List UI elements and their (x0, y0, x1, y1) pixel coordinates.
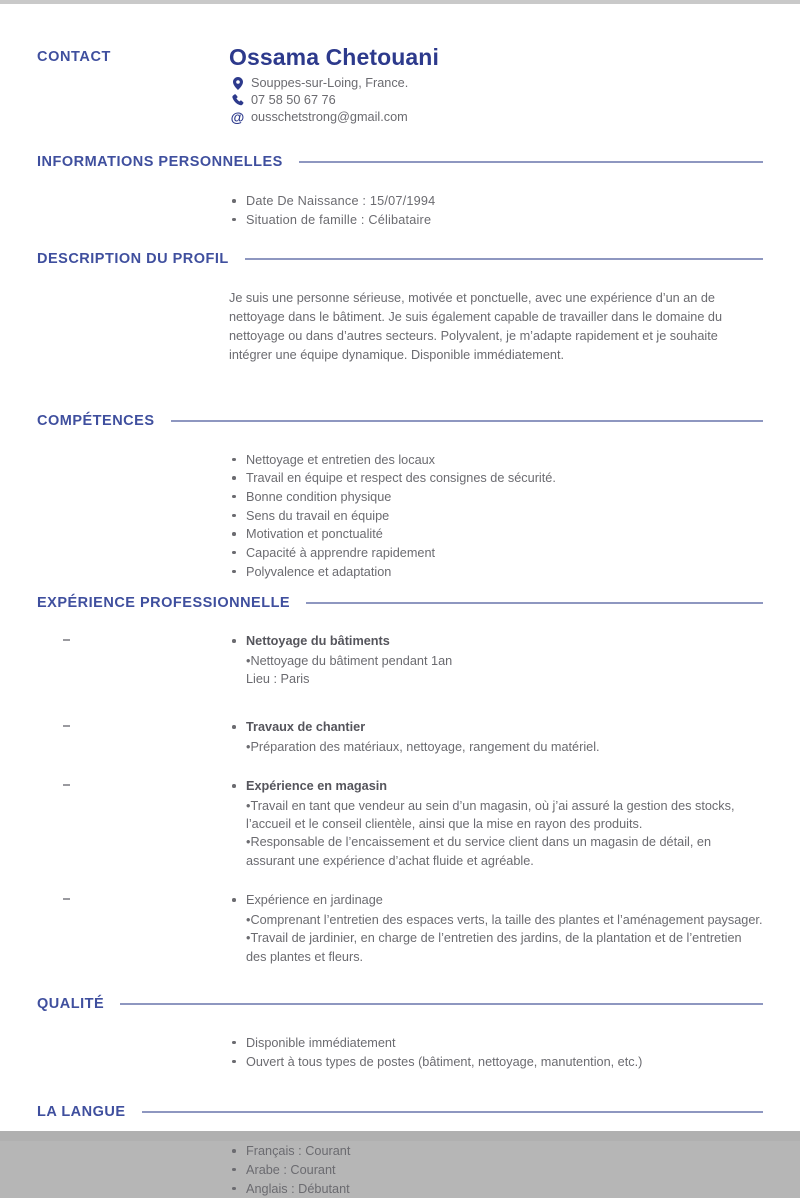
section-quality (0, 996, 800, 1071)
experience-job-title: Nettoyage du bâtiments (246, 634, 390, 649)
experience-detail-line: •Comprenant l’entretien des espaces verts, la taille des plantes et l’aménagement paysager. (246, 912, 763, 927)
section-title-quality: QUALITÉ (37, 995, 105, 1012)
experience-detail-line: •Responsable de l’encaissement et du service client dans un magasin de détail, en assurant une expérience d’achat fluide et agréable. (246, 835, 711, 868)
section-title-personal-info: INFORMATIONS PERSONNELLES (37, 154, 283, 170)
list-item: Anglais : Débutant (229, 1180, 763, 1198)
experience-detail-line: •Nettoyage du bâtiment pendant 1an (246, 653, 453, 668)
experience-detail-line: •Préparation des matériaux, nettoyage, rangement du matériel. (246, 739, 600, 754)
experience-detail-line: •Travail en tant que vendeur au sein d’un magasin, où j’ai assuré la gestion des stocks, l’accueil et le conseil clientèle, ainsi que la mise en rayon des produits. (246, 798, 735, 832)
experience-entry-body (229, 718, 763, 756)
resume-header (0, 4, 800, 154)
experience-entry-body (229, 891, 763, 966)
location-pin-icon (229, 77, 246, 90)
experience-job-title: Expérience en magasin (246, 779, 388, 794)
list-item: Français : Courant (229, 1142, 763, 1161)
contact-phone (229, 93, 439, 107)
viewer-bottom-band (0, 1131, 800, 1141)
skills-list (229, 451, 763, 582)
profile-text: Je suis une personne sérieuse, motivée et ponctuelle, avec une expérience d’un an de nettoyage dans le bâtiment. Je suis également capable de travailler dans le domaine du nettoyage ou dans d’autres secteurs. Polyvalent, je m’adapte rapidement et je souhaite intégrer une équipe dynamique. Disponible immédiatement. (229, 291, 723, 363)
section-rule (299, 161, 763, 163)
section-title-languages: LA LANGUE (37, 1104, 126, 1121)
experience-entry (0, 632, 800, 688)
list-item: Arabe : Courant (229, 1161, 763, 1180)
experience-detail-line: •Travail de jardinier, en charge de l’entretien des jardins, de la plantation et de l’entretien des plantes et fleurs. (246, 931, 742, 964)
skills-body (229, 451, 763, 582)
experience-date-dash (63, 725, 70, 727)
section-languages (0, 1104, 800, 1198)
contact-location (229, 76, 439, 90)
phone-icon (229, 94, 246, 106)
experience-date-dash (63, 898, 70, 900)
section-personal-info (0, 154, 800, 229)
section-rule (306, 602, 763, 604)
list-item: Ouvert à tous types de postes (bâtiment, nettoyage, manutention, etc.) (229, 1053, 763, 1072)
quality-body (229, 1034, 763, 1071)
section-rule (171, 420, 764, 422)
personal-info-list (229, 192, 763, 229)
experience-detail-line: Lieu : Paris (246, 672, 310, 687)
section-rule (142, 1111, 763, 1113)
experience-entry (0, 891, 800, 966)
section-title-skills: COMPÉTENCES (37, 412, 155, 429)
profile-body (229, 289, 763, 365)
section-rule (120, 1003, 763, 1005)
contact-email-value: ousschetstrong@gmail.com (251, 110, 408, 124)
experience-job-title: Travaux de chantier (246, 720, 366, 735)
list-item: Polyvalence et adaptation (229, 563, 763, 582)
personal-info-body (229, 192, 763, 229)
section-header (0, 1104, 800, 1120)
list-item: Motivation et ponctualité (229, 525, 763, 544)
section-header (0, 251, 800, 267)
section-header (0, 996, 800, 1012)
section-title-experience: EXPÉRIENCE PROFESSIONNELLE (37, 595, 291, 612)
identity-block (229, 44, 439, 124)
experience-job-title: Expérience en jardinage (246, 893, 383, 908)
experience-entry (0, 777, 800, 870)
languages-list (229, 1142, 763, 1198)
section-header (0, 154, 800, 170)
languages-body (229, 1142, 763, 1198)
section-header (0, 413, 800, 429)
resume-page (0, 4, 800, 1196)
page-title: Ossama Chetouani (229, 44, 439, 70)
list-item: Disponible immédiatement (229, 1034, 763, 1053)
contact-location-value: Souppes-sur-Loing, France. (251, 76, 409, 90)
experience-date-dash (63, 784, 70, 786)
section-title-profile: DESCRIPTION DU PROFIL (37, 251, 229, 268)
section-profile (0, 251, 800, 365)
list-item: Travail en équipe et respect des consignes de sécurité. (229, 469, 763, 488)
list-item: Nettoyage et entretien des locaux (229, 451, 763, 470)
list-item: Capacité à apprendre rapidement (229, 544, 763, 563)
list-item: Bonne condition physique (229, 488, 763, 507)
quality-list (229, 1034, 763, 1071)
experience-entry (0, 718, 800, 756)
list-item: Sens du travail en équipe (229, 507, 763, 526)
contact-phone-value: 07 58 50 67 76 (251, 93, 336, 107)
list-item: Date De Naissance : 15/07/1994 (229, 192, 763, 211)
experience-entry-body (229, 777, 763, 870)
contact-email (229, 110, 439, 124)
section-skills (0, 413, 800, 582)
section-rule (245, 258, 763, 260)
contact-section-label: CONTACT (37, 49, 112, 65)
email-at-icon: @ (230, 109, 245, 125)
experience-entry-body (229, 632, 763, 688)
experience-date-dash (63, 639, 70, 641)
section-experience (0, 595, 800, 966)
list-item: Situation de famille : Célibataire (229, 211, 763, 230)
section-header (0, 595, 800, 611)
